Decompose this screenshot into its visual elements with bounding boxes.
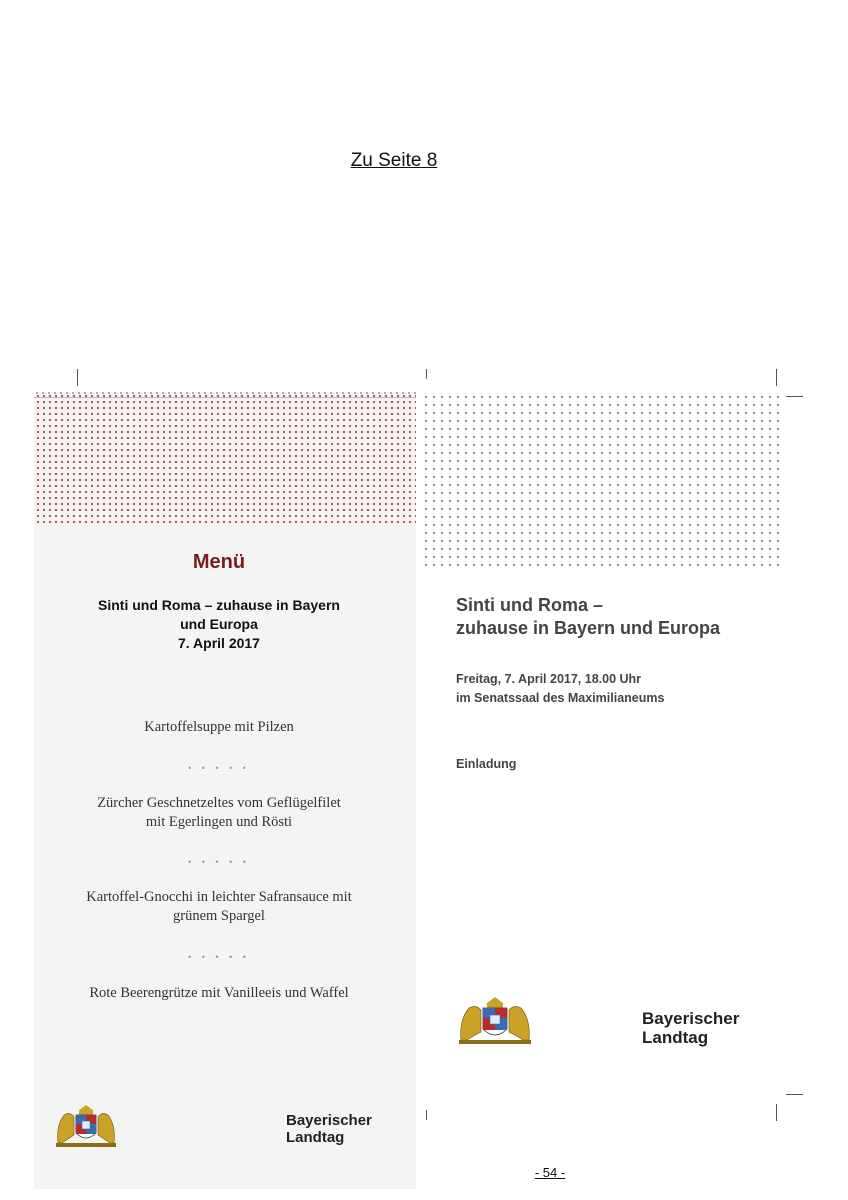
bavarian-coat-of-arms-icon — [455, 996, 535, 1046]
bavarian-coat-of-arms-icon — [52, 1103, 120, 1149]
crop-mark — [786, 1094, 803, 1095]
invitation-location-line: im Senatssaal des Maximilianeums — [456, 691, 665, 705]
course-item — [34, 718, 404, 737]
brand-wordmark — [642, 1009, 739, 1047]
course-line: Kartoffelsuppe mit Pilzen — [144, 719, 294, 735]
brand-line: Landtag — [642, 1028, 709, 1047]
menu-event-heading — [34, 596, 404, 653]
course-item — [34, 794, 404, 832]
menu-event-line: Sinti und Roma – zuhause in Bayern — [98, 597, 340, 613]
red-dot-pattern — [34, 392, 416, 524]
crop-mark — [426, 1110, 427, 1120]
course-item — [34, 984, 404, 1003]
course-separator: • • • • • — [188, 952, 250, 962]
course-separator: • • • • • — [188, 763, 250, 773]
invitation-title-line: zuhause in Bayern und Europa — [456, 618, 721, 638]
crop-mark — [786, 396, 803, 397]
invitation-title-line: Sinti und Roma – — [456, 595, 604, 615]
brand-line: Landtag — [286, 1129, 345, 1146]
menu-event-line: und Europa — [180, 616, 258, 632]
page-number: - 54 - — [534, 1165, 566, 1180]
brand-line: Bayerischer — [642, 1009, 740, 1028]
crop-mark — [776, 369, 777, 386]
invitation-title — [456, 594, 720, 640]
invitation-date — [456, 670, 664, 708]
invitation-date-line: Freitag, 7. April 2017, 18.00 Uhr — [456, 672, 642, 686]
page-reference-link[interactable]: Zu Seite 8 — [350, 150, 438, 171]
course-item — [34, 888, 404, 926]
course-line: grünem Spargel — [173, 908, 265, 924]
crop-mark — [776, 1104, 777, 1121]
dot-band-edge — [34, 397, 416, 398]
brand-wordmark — [286, 1112, 372, 1146]
course-line: mit Egerlingen und Rösti — [145, 814, 293, 830]
crop-mark — [77, 369, 78, 386]
course-line: Rote Beerengrütze mit Vanilleeis und Waffel — [89, 985, 349, 1001]
crop-mark — [426, 369, 427, 379]
course-line: Zürcher Geschnetzeltes vom Geflügelfilet — [97, 795, 341, 811]
menu-event-date: 7. April 2017 — [178, 635, 260, 651]
invitation-label: Einladung — [456, 757, 517, 771]
brand-line: Bayerischer — [286, 1112, 372, 1129]
menu-title: Menü — [192, 551, 246, 573]
course-line: Kartoffel-Gnocchi in leichter Safransauce mit — [86, 889, 352, 905]
course-separator: • • • • • — [188, 857, 250, 867]
gray-dot-pattern — [420, 391, 782, 567]
